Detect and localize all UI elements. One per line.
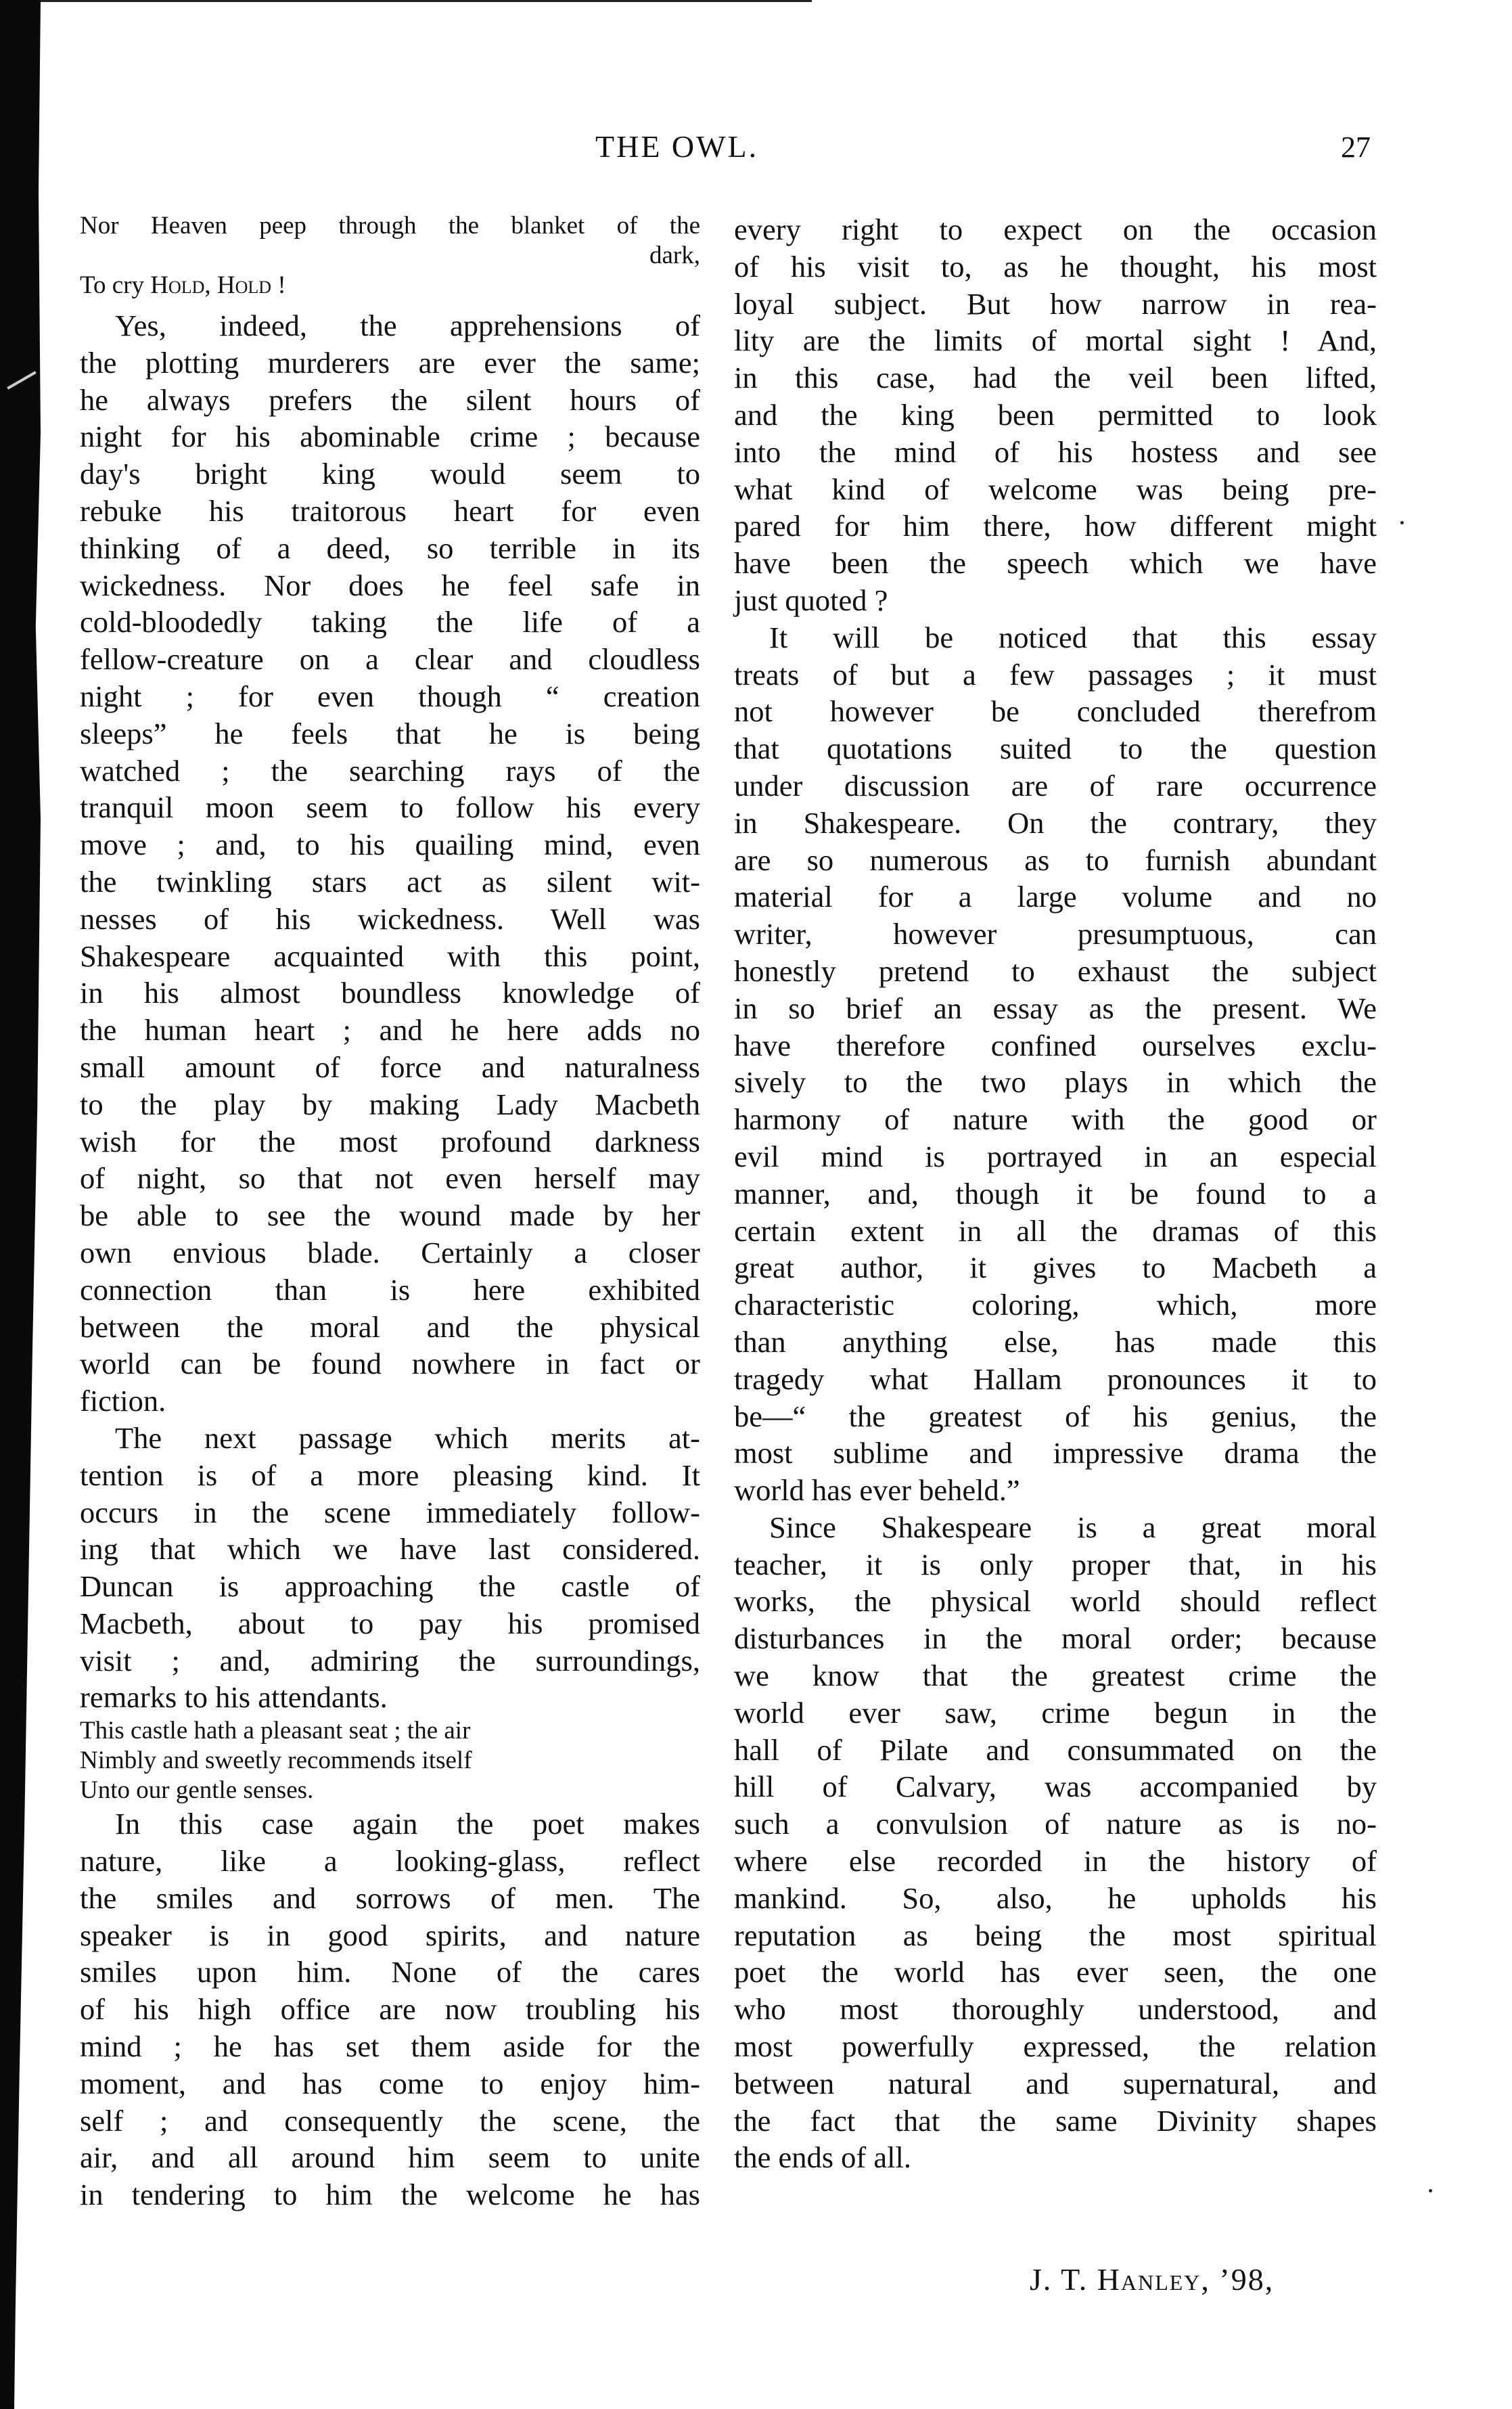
paragraph-line: night ; for even though “ creation [80,679,700,713]
paragraph-line: thinking of a deed, so terrible in its [80,531,700,565]
paragraph-line: wickedness. Nor does he feel safe in [80,568,700,602]
paragraph-line: ing that which we have last considered. [80,1532,700,1567]
paragraph-line: and the king been permitted to look [734,397,1377,432]
paragraph-line: evil mind is portrayed in an especial [734,1139,1377,1173]
paragraph-line: have been the speech which we have [734,546,1377,581]
paragraph-line: not however be concluded therefrom [734,694,1377,729]
paragraph-line: night for his abominable crime ; because [80,420,700,454]
paragraph-line: works, the physical world should reflect [734,1584,1377,1619]
paragraph-line: visit ; and, admiring the surroundings, [80,1643,700,1678]
paragraph-line: writer, however presumptuous, can [734,917,1377,951]
paragraph-line: the twinkling stars act as silent wit- [80,864,700,899]
paragraph-line: Macbeth, about to pay his promised [80,1606,700,1640]
paragraph-line: day's bright king would seem to [80,457,700,491]
page-top-edge [0,0,812,2]
paragraph-line: sleeps” he feels that he is being [80,716,700,750]
paragraph-line: than anything else, has made this [734,1324,1377,1359]
paragraph-line: in so brief an essay as the present. We [734,991,1377,1025]
author-class-year: , ’98, [1201,2262,1275,2297]
paragraph-line: be able to see the wound made by her [80,1198,700,1233]
paragraph-line: world has ever beheld.” [734,1473,1020,1508]
paragraph-line: certain extent in all the dramas of this [734,1213,1377,1248]
paragraph-line: tragedy what Hallam pronounces it to [734,1361,1377,1396]
quoted-verse-line: This castle hath a pleasant seat ; the air [80,1717,471,1745]
verse-line: Nor Heaven peep through the blanket of the [80,212,700,240]
paragraph-line: who most thoroughly understood, and [734,1992,1377,2027]
paragraph-line: sively to the two plays in which the [734,1065,1377,1100]
paragraph-line: of his high office are now troubling his [80,1992,700,2027]
author-initials: J. T. [1030,2262,1089,2297]
paragraph-line: world can be found nowhere in fact or [80,1347,700,1381]
page-number: 27 [1341,131,1371,164]
paragraph-line: mind ; he has set them aside for the [80,2029,700,2064]
paragraph-line: to the play by making Lady Macbeth [80,1087,700,1121]
paragraph-line: into the mind of his hostess and see [734,434,1377,469]
verse-line: dark, [649,242,700,269]
paragraph-line: we know that the greatest crime the [734,1659,1377,1693]
paragraph-line: In this case again the poet makes [115,1807,700,1841]
paragraph-line: between natural and supernatural, and [734,2066,1377,2100]
paragraph-line: loyal subject. But how narrow in rea- [734,286,1377,321]
paragraph-line: moment, and has come to enjoy him- [80,2066,700,2100]
paragraph-line: hill of Calvary, was accompanied by [734,1770,1377,1804]
paragraph-line: the human heart ; and he here adds no [80,1013,700,1048]
paragraph-line: the ends of all. [734,2140,911,2175]
paragraph-line: self ; and consequently the scene, the [80,2103,700,2138]
paragraph-line: most powerfully expressed, the relation [734,2029,1377,2064]
paragraph-line: reputation as being the most spiritual [734,1918,1377,1952]
paragraph-line: the fact that the same Divinity shapes [734,2103,1377,2138]
running-header [0,129,1512,169]
author-surname: Hanley [1097,2262,1201,2297]
paragraph-line: be—“ the greatest of his genius, the [734,1399,1377,1433]
paragraph-line: smiles upon him. None of the cares [80,1955,700,1989]
paragraph-line: rebuke his traitorous heart for even [80,493,700,528]
paragraph-line: where else recorded in the history of [734,1844,1377,1878]
paragraph-line: tention is of a more pleasing kind. It [80,1458,700,1492]
ink-speck [1429,2189,1432,2192]
quoted-verse-line: Unto our gentle senses. [80,1776,314,1805]
paragraph-line: connection than is here exhibited [80,1272,700,1307]
paragraph-line: lity are the limits of mortal sight ! And, [734,323,1377,358]
paragraph-line: own envious blade. Certainly a closer [80,1235,700,1269]
paragraph-line: world ever saw, crime begun in the [734,1695,1377,1730]
paragraph-line: between the moral and the physical [80,1309,700,1344]
paragraph-line: in tendering to him the welcome he has [80,2178,700,2212]
paragraph-line: the plotting murderers are ever the same; [80,345,700,380]
paragraph-line: most sublime and impressive drama the [734,1436,1377,1470]
paragraph-line: every right to expect on the occasion [734,212,1377,246]
paragraph-line: poet the world has ever seen, the one [734,1955,1377,1989]
paragraph-line: nature, like a looking-glass, reflect [80,1844,700,1878]
paragraph-line: disturbances in the moral order; because [734,1621,1377,1656]
paragraph-line: wish for the most profound darkness [80,1124,700,1158]
paragraph-line: Duncan is approaching the castle of [80,1569,700,1604]
paragraph-line: mankind. So, also, he upholds his [734,1881,1377,1915]
spacer [80,300,700,307]
paragraph-line: watched ; the searching rays of the [80,753,700,788]
paragraph-line: hall of Pilate and consummated on the [734,1732,1377,1767]
paragraph-line: speaker is in good spirits, and nature [80,1918,700,1952]
paragraph-line: in this case, had the veil been lifted, [734,361,1377,395]
paragraph-line: in Shakespeare. On the contrary, they [734,805,1377,840]
paragraph-line: have therefore confined ourselves exclu- [734,1028,1377,1062]
paragraph-line: honestly pretend to exhaust the subject [734,953,1377,988]
paragraph-line: such a convulsion of nature as is no- [734,1807,1377,1841]
paragraph-line: treats of but a few passages ; it must [734,657,1377,692]
paragraph-line: small amount of force and naturalness [80,1050,700,1084]
paragraph-line: harmony of nature with the good or [734,1102,1377,1137]
paragraph-line: characteristic coloring, which, more [734,1288,1377,1322]
paragraph-line: air, and all around him seem to unite [80,2140,700,2175]
paragraph-line: teacher, it is only proper that, in his [734,1547,1377,1581]
binding-shadow [0,0,41,2409]
paragraph-line: that quotations suited to the question [734,731,1377,766]
paragraph-line: just quoted ? [734,583,888,617]
paragraph-line: nesses of his wickedness. Well was [80,901,700,936]
paragraph-line: tranquil moon seem to follow his every [80,790,700,825]
paragraph-line: move ; and, to his quailing mind, even [80,828,700,862]
paragraph-line: manner, and, though it be found to a [734,1176,1377,1211]
verse-line [80,271,700,300]
paragraph-line: cold-bloodedly taking the life of a [80,605,700,639]
paragraph-line: are so numerous as to furnish abundant [734,842,1377,877]
paragraph-line: the smiles and sorrows of men. The [80,1881,700,1915]
paragraph-line: under discussion are of rare occurrence [734,768,1377,803]
paragraph-line: material for a large volume and no [734,880,1377,914]
paragraph-line: he always prefers the silent hours of [80,382,700,417]
paragraph-line: It will be noticed that this essay [769,620,1377,654]
paragraph-line: Since Shakespeare is a great moral [769,1510,1377,1544]
paragraph-line: pared for him there, how different might [734,509,1377,543]
paragraph-line: fiction. [80,1384,166,1418]
paragraph-line: great author, it gives to Macbeth a [734,1251,1377,1285]
paragraph-line: remarks to his attendants. [80,1680,388,1715]
paragraph-line: what kind of welcome was being pre- [734,472,1377,506]
ink-speck [1400,521,1404,524]
paragraph-line: occurs in the scene immediately follow- [80,1495,700,1529]
paragraph-line: Yes, indeed, the apprehensions of [115,309,700,342]
paragraph-line: The next passage which merits at- [115,1420,700,1455]
left-column [80,211,700,2213]
paragraph-line: in his almost boundless knowledge of [80,976,700,1010]
journal-title: THE OWL. [595,129,759,164]
right-column [734,211,1377,2176]
paragraph-line: of night, so that not even herself may [80,1161,700,1196]
paragraph-line: fellow-creature on a clear and cloudless [80,642,700,677]
paragraph-line: Shakespeare acquainted with this point, [80,939,700,973]
author-signature [1030,2261,1274,2297]
paragraph-line: of his visit to, as he thought, his most [734,249,1377,284]
verse-line-text: To cry Hold, Hold ! [80,271,286,299]
quoted-verse-line: Nimbly and sweetly recommends itself [80,1747,472,1775]
